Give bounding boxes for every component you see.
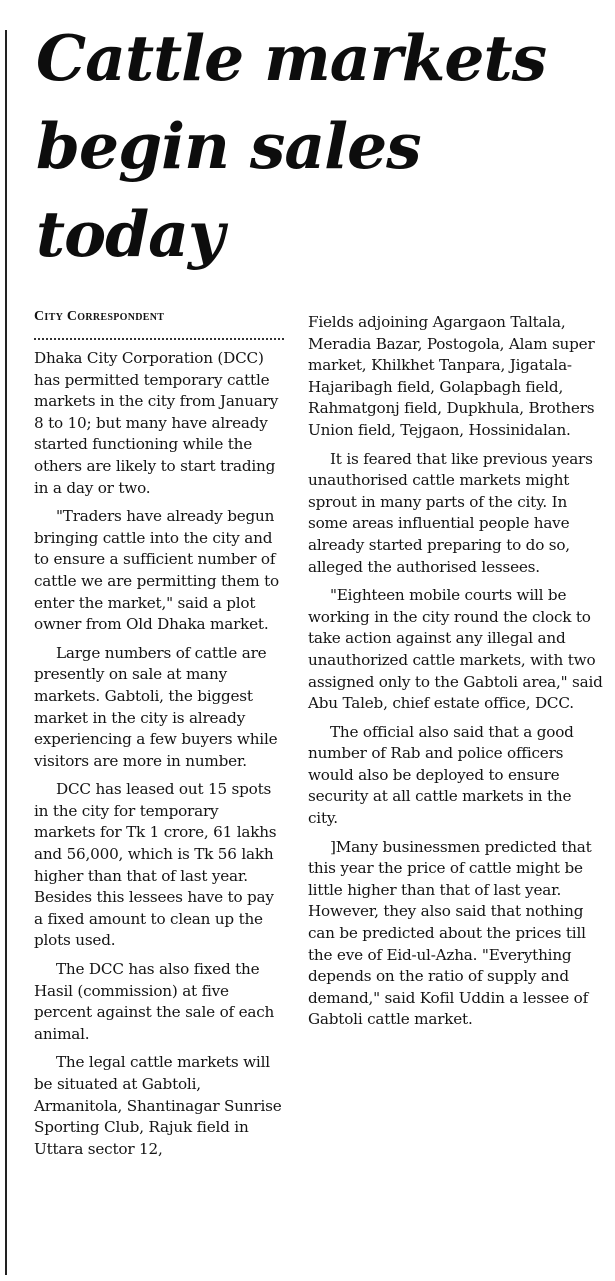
paragraph: The official also said that a good number of Rab and police officers would also be deployed to ensure security at all cattle markets in the city. xyxy=(308,722,574,828)
paragraph: The DCC has also fixed the Hasil (commission) at five percent against the sale of each animal. xyxy=(34,960,275,1043)
byline: City Correspondent xyxy=(34,309,165,324)
column-rule xyxy=(5,30,7,1275)
paragraph: Dhaka City Corporation (DCC) has permitted temporary cattle markets in the city from January 8 to 10; but many have already started functioning while the others are likely to start trading in a day or two. xyxy=(34,349,279,497)
article-column-left xyxy=(34,308,284,1167)
paragraph: Fields adjoining Agargaon Taltala, Meradia Bazar, Postogola, Alam super market, Khilkhet Tanpara, Jigatala-Hajaribagh field, Golapbagh field, Rahmatgonj field, Dupkhula, Brothers Union field, Tejgaon, Hossinidalan. xyxy=(308,313,595,439)
paragraph: It is feared that like previous years unauthorised cattle markets might sprout in many parts of the city. In some areas influential people have already started preparing to do so, alleged the authorised lessees. xyxy=(308,449,593,576)
headline-line-1: Cattle markets xyxy=(36,21,547,95)
paragraph: The legal cattle markets will be situated at Gabtoli, Armanitola, Shantinagar Sunrise Sporting Club, Rajuk field in Uttara sector 12, xyxy=(34,1053,282,1158)
paragraph: "Eighteen mobile courts will be working in the city round the clock to take action against any illegal and unauthorized cattle markets, with two assigned only to the Gabtoli area," said Abu Taleb, chief estate office, DCC. xyxy=(308,586,603,713)
paragraph: Large numbers of cattle are presently on sale at many markets. Gabtoli, the biggest market in the city is already experiencing a few buyers while visitors are more in number. xyxy=(34,643,278,770)
headline-line-2: begin sales xyxy=(36,109,421,183)
byline-divider xyxy=(34,336,284,340)
paragraph: ]Many businessmen predicted that this year the price of cattle might be little higher than that of last year. However, they also said that nothing can be predicted about the prices till the eve of Eid-ul-Azha. "Everything depends on the ratio of supply and demand," said Kofil Uddin a lessee of Gabtoli cattle market. xyxy=(308,837,592,1029)
headline xyxy=(36,14,606,278)
headline-line-3: today xyxy=(36,197,224,271)
paragraph: "Traders have already begun bringing cattle into the city and to ensure a sufficient number of cattle we are permitting them to enter the market," said a plot owner from Old Dhaka market. xyxy=(34,507,279,634)
paragraph: DCC has leased out 15 spots in the city for temporary markets for Tk 1 crore, 61 lakhs and 56,000, which is Tk 56 lakh higher than that of last year. Besides this lessees have to pay a fixed amount to clean up the plots used. xyxy=(34,780,277,950)
article-column-right xyxy=(308,312,603,1038)
